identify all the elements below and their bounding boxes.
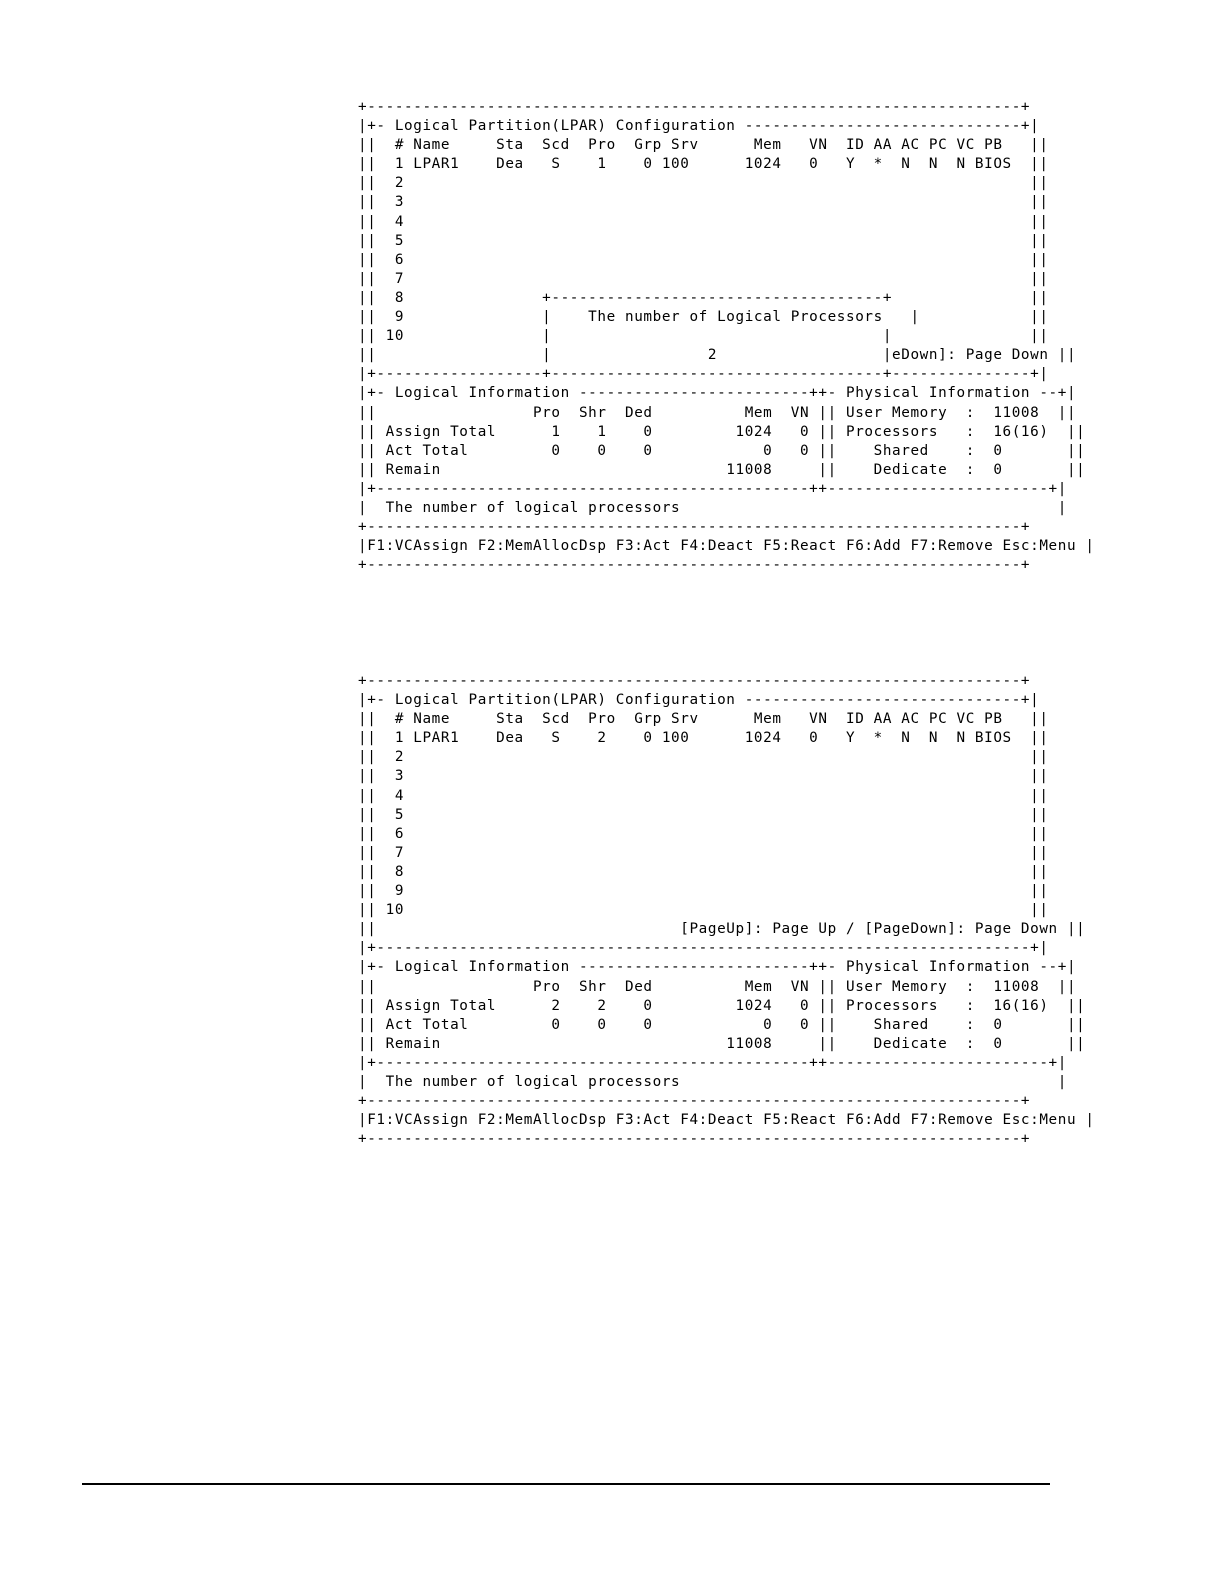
panel-title-lpar-configuration: |+- Logical Partition(LPAR) Configuration ------------------------------+| — [358, 692, 1040, 709]
table-row-8-dialog-top[interactable]: || 8 +------------------------------------+ || — [358, 289, 1049, 306]
act-total-row: || Act Total 0 0 0 0 0 || Shared : 0 || — [358, 442, 1086, 459]
act-total-row: || Act Total 0 0 0 0 0 || Shared : 0 || — [358, 1016, 1086, 1033]
screen-line: |+-----------------------------------------------++------------------------+| — [358, 480, 1067, 497]
table-header-row: || # Name Sta Scd Pro Grp Srv Mem VN ID AA AC PC VC PB || — [358, 711, 1049, 728]
table-row-4[interactable]: || 4 || — [358, 787, 1049, 804]
logical-physical-info-header: |+- Logical Information -------------------------++- Physical Information --+| — [358, 385, 1077, 402]
table-row-8[interactable]: || 8 || — [358, 863, 1049, 880]
screen-line: |+------------------+------------------------------------+---------------+| — [358, 366, 1049, 383]
screen-line: +-----------------------------------------------------------------------+ — [358, 557, 1031, 574]
table-row-lpar1[interactable]: || 1 LPAR1 Dea S 1 0 100 1024 0 Y * N N N BIOS || — [358, 156, 1049, 173]
assign-total-row: || Assign Total 1 1 0 1024 0 || Processors : 16(16) || — [358, 423, 1086, 440]
table-row-9[interactable]: || 9 || — [358, 883, 1049, 900]
table-row-lpar1[interactable]: || 1 LPAR1 Dea S 2 0 100 1024 0 Y * N N N BIOS || — [358, 730, 1049, 747]
table-row-5[interactable]: || 5 || — [358, 232, 1049, 249]
dialog-logical-processors-value[interactable]: || | 2 |eDown]: Page Down || — [358, 347, 1077, 364]
function-key-bar[interactable]: |F1:VCAssign F2:MemAllocDsp F3:Act F4:Deact F5:React F6:Add F7:Remove Esc:Menu | — [358, 538, 1095, 555]
page-footer-rule — [82, 1483, 1050, 1485]
page-navigation-hint[interactable]: || [PageUp]: Page Up / [PageDown]: Page Down || — [358, 921, 1086, 938]
table-row-7[interactable]: || 7 || — [358, 844, 1049, 861]
assign-total-row: || Assign Total 2 2 0 1024 0 || Processors : 16(16) || — [358, 997, 1086, 1014]
table-header-row: || # Name Sta Scd Pro Grp Srv Mem VN ID AA AC PC VC PB || — [358, 137, 1049, 154]
function-key-bar[interactable]: |F1:VCAssign F2:MemAllocDsp F3:Act F4:Deact F5:React F6:Add F7:Remove Esc:Menu | — [358, 1112, 1095, 1129]
lpar-config-screen-before — [358, 98, 1095, 575]
status-message: | The number of logical processors | — [358, 499, 1067, 516]
screen-line: +-----------------------------------------------------------------------+ — [358, 99, 1031, 115]
status-message: | The number of logical processors | — [358, 1073, 1067, 1090]
logical-info-columns: || Pro Shr Ded Mem VN || User Memory : 11008 || — [358, 978, 1077, 995]
panel-title-lpar-configuration: |+- Logical Partition(LPAR) Configuration ------------------------------+| — [358, 118, 1040, 135]
screen-line: |+-----------------------------------------------------------------------+| — [358, 940, 1049, 957]
table-row-2[interactable]: || 2 || — [358, 749, 1049, 766]
logical-physical-info-header: |+- Logical Information -------------------------++- Physical Information --+| — [358, 959, 1077, 976]
table-row-3[interactable]: || 3 || — [358, 194, 1049, 211]
remain-row: || Remain 11008 || Dedicate : 0 || — [358, 461, 1086, 478]
table-row-2[interactable]: || 2 || — [358, 175, 1049, 192]
table-row-6[interactable]: || 6 || — [358, 251, 1049, 268]
logical-info-columns: || Pro Shr Ded Mem VN || User Memory : 11008 || — [358, 404, 1077, 421]
table-row-10[interactable]: || 10 || — [358, 902, 1049, 919]
screen-line: +-----------------------------------------------------------------------+ — [358, 519, 1031, 536]
table-row-3[interactable]: || 3 || — [358, 768, 1049, 785]
remain-row: || Remain 11008 || Dedicate : 0 || — [358, 1035, 1086, 1052]
dialog-logical-processors-title: || 9 | The number of Logical Processors | || — [358, 309, 1049, 326]
table-row-6[interactable]: || 6 || — [358, 825, 1049, 842]
screen-line: |+-----------------------------------------------++------------------------+| — [358, 1054, 1067, 1071]
lpar-config-screen-after — [358, 672, 1095, 1149]
table-row-7[interactable]: || 7 || — [358, 270, 1049, 287]
screen-line: +-----------------------------------------------------------------------+ — [358, 673, 1031, 689]
table-row-4[interactable]: || 4 || — [358, 213, 1049, 230]
table-row-5[interactable]: || 5 || — [358, 806, 1049, 823]
screen-line: +-----------------------------------------------------------------------+ — [358, 1131, 1031, 1148]
table-row-10[interactable]: || 10 | | || — [358, 328, 1049, 345]
screen-line: +-----------------------------------------------------------------------+ — [358, 1093, 1031, 1110]
